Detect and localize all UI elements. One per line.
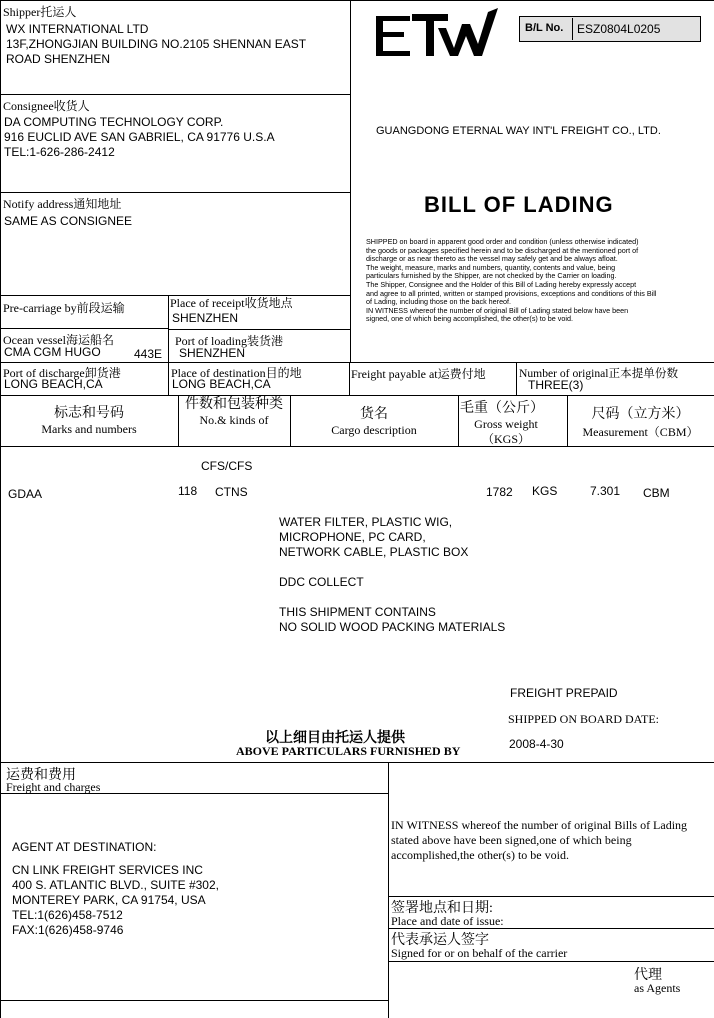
- rule: [0, 94, 350, 95]
- freight-prepaid: FREIGHT PREPAID: [510, 686, 618, 700]
- rule: [0, 446, 714, 447]
- agent-line-3: MONTEREY PARK, CA 91754, USA: [12, 893, 206, 907]
- rule: [0, 0, 714, 1]
- consignee-line-3: TEL:1-626-286-2412: [4, 145, 115, 159]
- loading-label: Port of loading装货港: [175, 334, 283, 348]
- agent-line-2: 400 S. ATLANTIC BLVD., SUITE #302,: [12, 878, 219, 892]
- description-line-1: WATER FILTER, PLASTIC WIG,: [279, 515, 453, 529]
- shipper-line-1: WX INTERNATIONAL LTD: [6, 22, 149, 36]
- rule: [0, 192, 350, 193]
- terms-line: The Shipper, Consignee and the Holder of this Bill of Lading hereby expressly accept: [366, 279, 637, 289]
- consignee-line-1: DA COMPUTING TECHNOLOGY CORP.: [4, 115, 224, 129]
- wood-note-line-1: THIS SHIPMENT CONTAINS: [279, 605, 436, 619]
- measure-unit: CBM: [643, 486, 670, 500]
- marks-value: GDAA: [8, 487, 43, 501]
- shipped-label: SHIPPED ON BOARD DATE:: [508, 712, 660, 726]
- shipper-line-3: ROAD SHENZHEN: [6, 52, 111, 66]
- terms-block: [366, 238, 698, 324]
- agent-tel: TEL:1(626)458-7512: [12, 908, 123, 922]
- terms-line: signed, one of which being accomplished, the other(s) to be void.: [366, 314, 573, 324]
- col-marks: 标志和号码 Marks and numbers: [41, 406, 137, 436]
- measure-value: 7.301: [590, 484, 621, 498]
- rule: [0, 0, 1, 1018]
- notify-value: SAME AS CONSIGNEE: [4, 214, 133, 228]
- shipper-label: Shipper托运人: [3, 5, 77, 19]
- rule: [0, 395, 714, 396]
- consignee-label: Consignee收货人: [3, 99, 90, 113]
- rule: [168, 295, 169, 395]
- consignee-line-2: 916 EUCLID AVE SAN GABRIEL, CA 91776 U.S.A: [4, 130, 275, 144]
- witness-text: IN WITNESS whereof the number of original Bills of Lading stated above have been signed,one of which being accomplished,the other(s) to be void.: [391, 818, 688, 862]
- weight-value: 1782: [486, 485, 513, 499]
- destination-value: LONG BEACH,CA: [172, 377, 271, 391]
- rule: [168, 329, 350, 330]
- document-title: BILL OF LADING: [424, 192, 614, 217]
- description-line-3: NETWORK CABLE, PLASTIC BOX: [279, 545, 469, 559]
- rule: [349, 362, 350, 395]
- service-type: CFS/CFS: [201, 459, 253, 473]
- terms-line: of Lading, including those on the back hereof.: [366, 297, 512, 307]
- rule: [388, 762, 389, 1018]
- bl-no-label: B/L No.: [525, 22, 564, 34]
- destination-label: Place of destination目的地: [171, 366, 302, 380]
- terms-line: The weight, measure, marks and numbers, quantity, contents and value, being: [366, 262, 616, 272]
- rule: [516, 362, 517, 395]
- wood-note-line-2: NO SOLID WOOD PACKING MATERIALS: [279, 620, 506, 634]
- rule: [0, 762, 714, 763]
- rule: [0, 362, 714, 363]
- weight-unit: KGS: [532, 484, 558, 498]
- originals-label: Number of original正本提单份数: [519, 367, 679, 380]
- rule: [0, 1000, 388, 1001]
- loading-value: SHENZHEN: [179, 346, 246, 360]
- terms-line: discharge or as near thereto as the vessel may safely get and be always afloat.: [366, 254, 618, 264]
- vessel-value: CMA CGM HUGO: [4, 345, 101, 359]
- rule: [350, 0, 351, 362]
- collect-note: DDC COLLECT: [279, 575, 364, 589]
- agent-line-1: CN LINK FREIGHT SERVICES INC: [12, 863, 203, 877]
- bl-divider: [572, 18, 573, 40]
- rule: [388, 961, 714, 962]
- vessel-label: Ocean vessel海运船名: [3, 333, 114, 347]
- agents-cn: 代理: [634, 968, 662, 983]
- issue-cn: 签署地点和日期:: [391, 901, 493, 916]
- company-name: GUANGDONG ETERNAL WAY INT'L FREIGHT CO., LTD.: [376, 125, 661, 137]
- shipped-date: 2008-4-30: [509, 737, 564, 751]
- agents-en: as Agents: [634, 981, 681, 995]
- bl-number-box: [519, 16, 701, 42]
- package-value: CTNS: [215, 485, 248, 499]
- col-description: 货名 Cargo description: [331, 407, 417, 437]
- freight-charges-en: Freight and charges: [6, 780, 101, 794]
- notify-label: Notify address通知地址: [3, 197, 122, 211]
- terms-line: the goods or packages specified herein and to be discharged at the mentioned port of: [366, 245, 639, 255]
- terms-line: SHIPPED on board in apparent good order and condition (unless otherwise indicated): [366, 237, 639, 246]
- furnished-cn: 以上细目由托运人提供: [265, 731, 405, 746]
- discharge-label: Port of discharge卸货港: [3, 366, 121, 380]
- freight-payable-label: Freight payable at运费付地: [351, 367, 486, 381]
- receipt-value: SHENZHEN: [172, 311, 239, 325]
- issue-en: Place and date of issue:: [391, 914, 504, 928]
- furnished-en: ABOVE PARTICULARS FURNISHED BY: [236, 744, 461, 758]
- signed-cn: 代表承运人签字: [391, 933, 489, 948]
- discharge-value: LONG BEACH,CA: [4, 377, 103, 391]
- signed-en: Signed for or on behalf of the carrier: [391, 946, 568, 960]
- shipper-line-2: 13F,ZHONGJIAN BUILDING NO.2105 SHENNAN EAST: [6, 37, 307, 51]
- col-weight: 毛重（公斤） Gross weight（KGS）: [460, 401, 544, 446]
- terms-line: and agree to all printed, written or stamped provisions, exceptions and conditions of this Bill: [366, 288, 657, 298]
- agent-label: AGENT AT DESTINATION:: [12, 840, 157, 854]
- rule: [0, 328, 168, 329]
- quantity-value: 118: [178, 484, 198, 498]
- voyage-value: 443E: [134, 347, 163, 361]
- bl-no-value: ESZ0804L0205: [577, 22, 661, 36]
- col-packages: 件数和包装种类 No.& kinds of: [185, 397, 283, 427]
- etw-logo: [376, 6, 500, 58]
- col-measurement: 尺码（立方米） Measurement（CBM）: [582, 407, 699, 439]
- description-line-2: MICROPHONE, PC CARD,: [279, 530, 426, 544]
- receipt-label: Place of receipt收货地点: [170, 296, 293, 310]
- agent-fax: FAX:1(626)458-9746: [12, 923, 124, 937]
- terms-line: particulars furnished by the Shipper, are not checked by the Carrier on loading.: [366, 271, 617, 281]
- precarriage-label: Pre-carriage by前段运输: [3, 301, 125, 315]
- rule: [178, 395, 179, 446]
- terms-line: IN WITNESS whereof the number of original Bill of Lading stated below have been: [366, 305, 629, 315]
- rule: [458, 395, 459, 446]
- originals-value: THREE(3): [528, 378, 584, 392]
- freight-charges-cn: 运费和费用: [6, 768, 76, 783]
